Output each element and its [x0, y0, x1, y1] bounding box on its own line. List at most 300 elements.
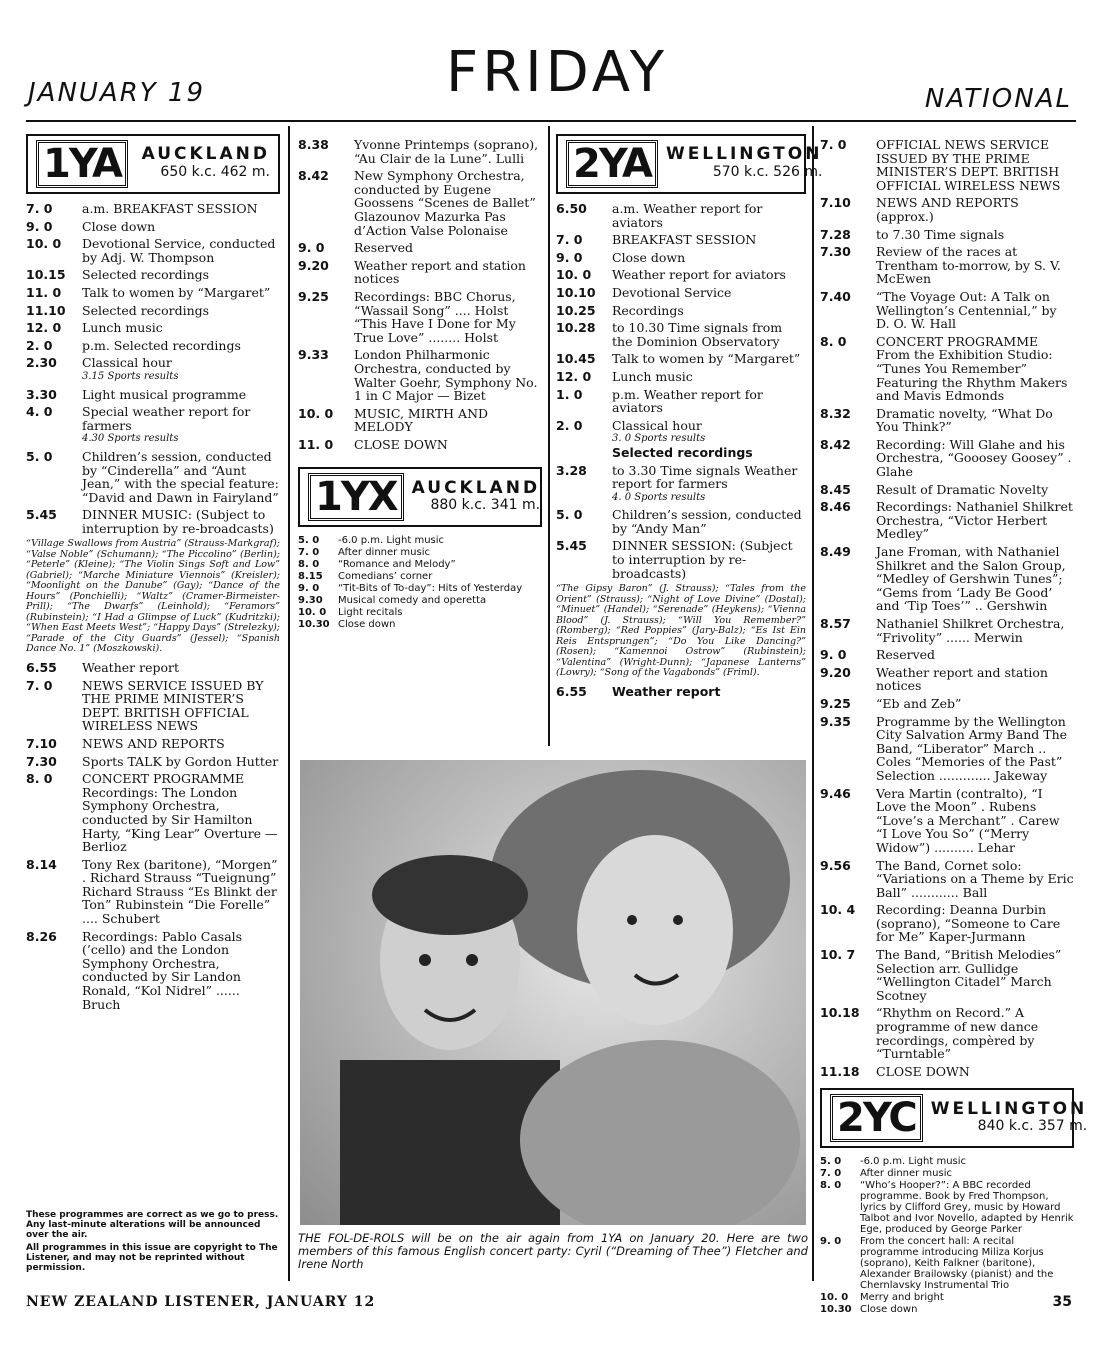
programme-text: a.m. Weather report for aviators	[612, 201, 763, 230]
programme-time: 7.10	[820, 195, 851, 211]
programme-time: 8.15	[298, 571, 323, 583]
programme-title	[876, 648, 1074, 662]
network-label: NATIONAL	[924, 84, 1072, 114]
programme-item	[26, 405, 280, 446]
programme-time: 9.25	[298, 288, 329, 304]
programme-title	[82, 737, 280, 751]
programme-title	[338, 607, 542, 618]
programme-title	[876, 617, 1074, 644]
programme-title	[876, 407, 1074, 434]
programme-title	[354, 241, 542, 255]
programme-title	[876, 948, 1074, 1002]
programme-subnote: 3. 0 Sports results	[612, 433, 706, 445]
programme-title	[82, 304, 280, 318]
programme-title	[876, 500, 1074, 541]
programme-title	[860, 1292, 1074, 1303]
programme-text: Merry and bright	[860, 1292, 944, 1304]
programme-time: 8. 0	[26, 771, 53, 787]
programme-item	[820, 138, 1074, 192]
programme-item	[556, 419, 806, 460]
programme-title	[82, 858, 280, 926]
programme-item	[820, 948, 1074, 1002]
programme-time: 10.30	[820, 1304, 852, 1316]
programme-time: 9.56	[820, 857, 851, 873]
programme-time: 8.42	[820, 436, 851, 452]
programme-title	[82, 679, 280, 733]
programme-title	[876, 715, 1074, 783]
programme-text: “Eb and Zeb”	[876, 695, 962, 711]
programme-text: From the concert hall: A recital programme introducing Miliza Korjus (soprano), Keith Falkner (baritone), Alexander Brailowsky (pianist) and the Chernlavsky Instrumental Trio	[860, 1236, 1054, 1292]
programme-text: -6.0 p.m. Light music	[338, 535, 445, 547]
footnote-correct: These programmes are correct as we go to press. Any last-minute alterations will be announced over the air.	[26, 1210, 279, 1240]
programme-title	[338, 595, 542, 606]
column-divider	[812, 126, 814, 1281]
programme-time: 5. 0	[820, 1156, 842, 1168]
programme-title	[354, 348, 542, 402]
programme-title	[82, 772, 280, 854]
programme-time: 8. 0	[298, 559, 320, 571]
programme-item	[556, 321, 806, 348]
programme-text: Lunch music	[612, 368, 693, 384]
programme-time: 10.45	[556, 351, 596, 367]
programme-title	[860, 1304, 1074, 1315]
programme-title	[876, 1065, 1074, 1079]
programme-time: 3.30	[26, 386, 57, 402]
station-logo-2ya	[556, 134, 823, 194]
programme-time: 5.45	[556, 538, 587, 554]
programme-text: CONCERT PROGRAMME From the Exhibition Studio: “Tunes You Remember” Featuring the Rhythm Makers and Mavis Edmonds	[876, 333, 1068, 404]
programme-title	[338, 583, 542, 594]
programme-item	[820, 483, 1074, 497]
programme-time: 5. 0	[298, 535, 320, 547]
programme-title	[876, 545, 1074, 613]
programme-text: NEWS AND REPORTS (approx.)	[876, 195, 1019, 224]
programme-item	[820, 1065, 1074, 1079]
programme-time: 6.55	[26, 659, 57, 675]
programme-title	[82, 405, 280, 446]
station-frequency: 650 k.c. 462 m.	[160, 164, 270, 180]
programme-subnote: 4.30 Sports results	[82, 433, 179, 445]
programme-title	[876, 290, 1074, 331]
programme-title	[860, 1236, 1074, 1291]
programme-time: 5. 0	[26, 448, 53, 464]
column-1yа	[26, 134, 280, 1015]
programme-title	[612, 233, 806, 247]
programme-title	[82, 388, 280, 402]
programme-title	[876, 1006, 1074, 1060]
programme-item	[26, 930, 280, 1012]
programme-text: Close down	[860, 1304, 918, 1316]
station-call-sign: 2YA	[566, 140, 658, 188]
programme-list	[26, 661, 280, 1011]
programme-item	[26, 220, 280, 234]
programme-time: 9.20	[298, 257, 329, 273]
programme-title	[82, 450, 280, 504]
programme-time: 9. 0	[298, 240, 325, 256]
programme-item	[26, 356, 280, 383]
programme-text: NEWS AND REPORTS	[82, 735, 225, 751]
programme-time: 9. 0	[820, 647, 847, 663]
programme-item	[298, 138, 542, 165]
programme-text: After dinner music	[338, 547, 431, 559]
programme-item	[820, 666, 1074, 693]
programme-text: Reserved	[876, 647, 936, 663]
programme-title	[612, 419, 806, 460]
programme-item	[820, 859, 1074, 900]
programme-text: “Who’s Hooper?”: A BBC recorded programme. Book by Fred Thompson, lyrics by Clifford Grey, music by Howard Talbot and Ivor Novello, adapted by Henrik Ege, produced by George Parker	[860, 1180, 1074, 1236]
footnote	[26, 1210, 280, 1273]
programme-text: Recording: Deanna Durbin (soprano), “Someone to Care for Me” Kaper-Jurmann	[876, 902, 1061, 945]
programme-text: to 10.30 Time signals from the Dominion Observatory	[612, 320, 783, 349]
programme-item	[556, 202, 806, 229]
programme-title	[82, 286, 280, 300]
programme-title	[860, 1156, 1074, 1167]
photo-illustration	[300, 760, 806, 1225]
programme-item	[26, 755, 280, 769]
station-logo-1ya	[26, 134, 280, 194]
programme-time: 10.10	[556, 284, 596, 300]
footer-publication: NEW ZEALAND LISTENER, JANUARY 12	[26, 1294, 376, 1310]
programme-item	[820, 648, 1074, 662]
programme-item	[26, 202, 280, 216]
programme-title	[876, 228, 1074, 242]
programme-time: 11. 0	[298, 436, 334, 452]
programme-text: DINNER MUSIC: (Subject to interruption by re-broadcasts)	[82, 507, 274, 536]
programme-title	[876, 859, 1074, 900]
programme-text: Musical comedy and operetta	[338, 595, 487, 607]
programme-text: Review of the races at Trentham to-morrow, by S. V. McEwen	[876, 244, 1061, 287]
station-city: WELLINGTON	[930, 1098, 1088, 1119]
station-frequency: 880 k.c. 341 m.	[430, 497, 541, 514]
programme-time: 8.42	[298, 168, 329, 184]
programme-title	[338, 619, 542, 630]
programme-time: 8.57	[820, 616, 851, 631]
programme-list-2yc	[820, 1156, 1074, 1315]
programme-item	[820, 335, 1074, 403]
programme-text: Children’s session, conducted by “Cinderella” and “Aunt Jean,” with the special feature: “David and Dawn in Fairyland”	[82, 448, 279, 505]
programme-text: MUSIC, MIRTH AND MELODY	[354, 405, 489, 435]
programme-time: 7.40	[820, 288, 851, 304]
photo-caption: THE FOL-DE-ROLS will be on the air again from 1YA on January 20. Here are two members of this famous English concert party: Cyril (“Dreaming of Thee”) Fletcher and Irene North	[298, 1231, 808, 1271]
station-call-sign: 2YC	[830, 1094, 923, 1142]
programme-item	[820, 1304, 1074, 1315]
programme-time: 9. 0	[556, 249, 583, 265]
programme-text: Reserved	[354, 240, 414, 256]
programme-time: 10.30	[298, 619, 330, 631]
programme-title	[82, 755, 280, 769]
programme-text: New Symphony Orchestra, conducted by Eugene Goossens “Scenes de Ballet” Glazounov Mazurka Pas d’Action Valse Polonaise	[354, 168, 536, 238]
programme-title	[82, 202, 280, 216]
programme-text: Classical hour	[82, 355, 172, 371]
programme-item	[298, 241, 542, 255]
programme-item	[26, 388, 280, 402]
column-1ya-continued	[298, 134, 542, 631]
programme-time: 9. 0	[820, 1236, 842, 1248]
programme-item	[820, 438, 1074, 479]
programme-time: 8. 0	[820, 1180, 842, 1192]
programme-title	[876, 666, 1074, 693]
programme-title	[612, 539, 806, 580]
station-frequency: 840 k.c. 357 m.	[977, 1118, 1088, 1135]
programme-time: 7.30	[26, 753, 57, 769]
programme-time: 8.46	[820, 499, 851, 515]
programme-item	[298, 595, 542, 606]
programme-text: Selected recordings	[82, 302, 210, 318]
programme-item	[820, 196, 1074, 223]
programme-time: 10.18	[820, 1005, 860, 1021]
programme-time: 1. 0	[556, 386, 583, 402]
programme-time: 7.10	[26, 735, 57, 751]
programme-item	[556, 539, 806, 580]
programme-text: CLOSE DOWN	[354, 436, 448, 452]
programme-time: 9.46	[820, 785, 851, 801]
programme-item	[298, 559, 542, 570]
programme-time: 7.30	[820, 244, 851, 260]
programme-item	[298, 348, 542, 402]
programme-title	[876, 787, 1074, 855]
programme-text: Recording: Will Glahe and his Orchestra, “Gooosey Goosey” . Glahe	[876, 436, 1072, 480]
programme-time: 9.30	[298, 595, 323, 607]
programme-time: 4. 0	[26, 404, 53, 420]
programme-text: DINNER SESSION: (Subject to interruption by re-broadcasts)	[612, 538, 793, 581]
programme-time: 9.33	[298, 347, 329, 363]
programme-time: 10. 7	[820, 947, 856, 963]
programme-title	[338, 535, 542, 546]
programme-item	[26, 737, 280, 751]
column-2ya-continued	[820, 134, 1088, 1316]
programme-title	[612, 370, 806, 384]
programme-title	[354, 407, 542, 434]
photo-fol-de-rols	[300, 760, 806, 1225]
station-logo-2yc	[820, 1088, 1088, 1148]
programme-title	[876, 903, 1074, 944]
programme-time: 11. 0	[26, 284, 62, 300]
programme-item	[556, 304, 806, 318]
programme-item	[26, 286, 280, 300]
programme-title	[876, 245, 1074, 286]
programme-item	[26, 679, 280, 733]
programme-text: Weather report	[82, 659, 179, 675]
programme-time: 7. 0	[26, 677, 53, 693]
programme-item	[26, 772, 280, 854]
programme-text: The Band, Cornet solo: “Variations on a Theme by Eric Ball” ............ Ball	[876, 857, 1074, 900]
programme-time: 8.14	[26, 856, 57, 872]
programme-item	[26, 661, 280, 675]
programme-text: Weather report and station notices	[354, 257, 526, 287]
programme-text: “Rhythm on Record.” A programme of new dance recordings, compèred by “Turntable”	[876, 1005, 1039, 1062]
column-divider	[288, 126, 290, 1281]
station-call-sign: 1YX	[308, 473, 404, 521]
programme-text: Recordings: Nathaniel Shilkret Orchestra, “Victor Herbert Medley”	[876, 499, 1073, 542]
programme-item	[820, 1006, 1074, 1060]
programme-title	[612, 304, 806, 318]
station-city: AUCKLAND	[141, 144, 270, 165]
programme-time: 9.35	[820, 713, 851, 729]
programme-item	[556, 233, 806, 247]
page-number: 35	[1052, 1294, 1072, 1310]
programme-text: “The Voyage Out: A Talk on Wellington’s Centennial,” by D. O. W. Hall	[876, 288, 1057, 332]
programme-time: 10. 0	[298, 607, 327, 619]
header-rule	[26, 120, 1076, 122]
programme-title	[860, 1168, 1074, 1179]
programme-text: Light musical programme	[82, 386, 247, 402]
programme-item	[820, 715, 1074, 783]
station-city: AUCKLAND	[411, 477, 541, 498]
programme-subnote: Selected recordings	[612, 444, 753, 460]
programme-item	[820, 697, 1074, 711]
programme-time: 10. 0	[556, 267, 592, 283]
programme-title	[876, 196, 1074, 223]
programme-title	[876, 483, 1074, 497]
programme-time: 7. 0	[820, 1168, 842, 1180]
programme-title	[612, 202, 806, 229]
programme-item	[556, 251, 806, 265]
station-city: WELLINGTON	[665, 144, 823, 165]
page-date: JANUARY 19	[28, 78, 206, 108]
programme-title	[876, 138, 1074, 192]
programme-time: 6.55	[556, 683, 587, 699]
programme-item	[298, 619, 542, 630]
programme-item	[298, 407, 542, 434]
programme-title	[612, 286, 806, 300]
programme-title	[612, 508, 806, 535]
programme-text: Tony Rex (baritone), “Morgen” . Richard Strauss “Tueignung” Richard Strauss “Es Blinkt der Ton” Rubinstein “Die Forelle” .... Schubert	[82, 856, 278, 927]
programme-text: Yvonne Printemps (soprano), “Au Clair de la Lune”. Lulli	[354, 137, 539, 166]
programme-item	[298, 438, 542, 452]
programme-item	[298, 547, 542, 558]
programme-item	[298, 583, 542, 594]
programme-time: 8.45	[820, 481, 851, 497]
programme-text: Result of Dramatic Novelty	[876, 481, 1049, 497]
page-day: FRIDAY	[446, 40, 668, 105]
programme-title	[82, 268, 280, 282]
programme-item	[556, 388, 806, 415]
programme-item	[26, 508, 280, 535]
programme-item	[556, 508, 806, 535]
programme-title	[338, 559, 542, 570]
programme-item	[26, 304, 280, 318]
programme-item	[298, 169, 542, 237]
programme-title	[612, 268, 806, 282]
programme-text: OFFICIAL NEWS SERVICE ISSUED BY THE PRIME MINISTER’S DEPT. BRITISH OFFICIAL WIRELESS NEWS	[876, 137, 1061, 193]
programme-time: 2. 0	[556, 417, 583, 433]
programme-item	[298, 571, 542, 582]
dinner-music-list: “The Gipsy Baron” (J. Strauss); “Tales from the Orient” (Strauss); “Night of Love Divine” (Dostal); “Minuet” (Handel); “Serenade” (Heykens); “Vienna Blood” (J. Strauss); “Will You Remember?” (Romberg); “Red Poppies” (Jary-Balz); “Es Ist Ein Reis Entsprungen”; “Do You Like Dancing?” (Rosen); “Kamennoi Ostrow” (Rubinstein); “Valentina” (Wright-Dunn); “Japanese Lanterns” (Lowry); “Song of the Vagabonds” (Friml).	[556, 583, 806, 679]
programme-title	[354, 169, 542, 237]
programme-time: 6.50	[556, 201, 587, 216]
programme-text: Devotional Service, conducted by Adj. W. Thompson	[82, 236, 276, 265]
programme-text: Comedians’ corner	[338, 571, 433, 583]
programme-text: Nathaniel Shilkret Orchestra, “Frivolity” ...... Merwin	[876, 616, 1065, 645]
programme-text: After dinner music	[860, 1168, 953, 1180]
programme-item	[556, 268, 806, 282]
programme-title	[354, 438, 542, 452]
programme-list	[298, 138, 542, 451]
programme-text: to 7.30 Time signals	[876, 226, 1005, 242]
programme-text: “Romance and Melody”	[338, 559, 456, 571]
programme-time: 5.45	[26, 507, 57, 523]
programme-title: Weather report	[612, 683, 721, 699]
programme-item	[298, 607, 542, 618]
programme-time: 8.26	[26, 928, 57, 944]
programme-text: CLOSE DOWN	[876, 1063, 970, 1079]
programme-item	[26, 237, 280, 264]
programme-text: Devotional Service	[612, 284, 732, 300]
programme-item	[820, 500, 1074, 541]
programme-title	[338, 547, 542, 558]
programme-text: Selected recordings	[82, 267, 210, 283]
programme-item	[820, 545, 1074, 613]
programme-time: 7. 0	[820, 137, 847, 152]
programme-time: 12. 0	[26, 320, 62, 336]
programme-time: 7. 0	[26, 201, 53, 216]
programme-text: London Philharmonic Orchestra, conducted by Walter Goehr, Symphony No. 1 in C Major — Bizet	[354, 347, 538, 404]
programme-title	[82, 321, 280, 335]
programme-text: Talk to women by “Margaret”	[612, 351, 801, 367]
programme-item	[26, 450, 280, 504]
programme-time: 7. 0	[298, 547, 320, 559]
programme-time: 10.25	[556, 302, 596, 318]
programme-item	[556, 370, 806, 384]
programme-item	[556, 352, 806, 366]
station-frequency: 570 k.c. 526 m.	[712, 164, 823, 180]
programme-title	[612, 251, 806, 265]
programme-item	[820, 1236, 1074, 1291]
programme-text: NEWS SERVICE ISSUED BY THE PRIME MINISTER’S DEPT. BRITISH OFFICIAL WIRELESS NEWS	[82, 677, 264, 734]
programme-time: 9. 0	[298, 583, 320, 595]
programme-time: 8.32	[820, 405, 851, 421]
programme-text: BREAKFAST SESSION	[612, 232, 757, 248]
programme-item	[820, 1292, 1074, 1303]
programme-text: Classical hour	[612, 417, 702, 433]
programme-time: 10. 0	[298, 405, 334, 421]
programme-item	[820, 407, 1074, 434]
programme-time: 10. 4	[820, 902, 856, 918]
programme-title	[354, 290, 542, 344]
programme-time: 9. 0	[26, 218, 53, 234]
programme-title	[876, 438, 1074, 479]
programme-time: 2. 0	[26, 337, 53, 353]
programme-text: to 3.30 Time signals Weather report for farmers	[612, 462, 798, 492]
programme-text: Light recitals	[338, 607, 403, 619]
programme-text: Weather report for aviators	[612, 267, 786, 283]
column-2ya	[556, 134, 823, 702]
programme-item	[556, 464, 806, 505]
programme-title	[876, 335, 1074, 403]
programme-item	[820, 290, 1074, 331]
programme-item	[820, 1168, 1074, 1179]
programme-title	[612, 464, 806, 505]
programme-list	[820, 138, 1074, 1078]
programme-time: 10. 0	[820, 1292, 849, 1304]
programme-text: Close down	[612, 249, 686, 265]
programme-item	[26, 858, 280, 926]
programme-text: Dramatic novelty, “What Do You Think?”	[876, 405, 1053, 435]
programme-title	[612, 321, 806, 348]
programme-list-1yx	[298, 535, 542, 630]
programme-item	[298, 535, 542, 546]
programme-text: Close down	[338, 619, 396, 631]
programme-time: 11.18	[820, 1063, 860, 1079]
programme-time: 10. 0	[26, 236, 62, 252]
programme-item	[820, 228, 1074, 242]
programme-item	[820, 245, 1074, 286]
programme-text: Special weather report for farmers	[82, 404, 251, 433]
station-call-sign: 1YA	[36, 140, 128, 188]
programme-time: 7.28	[820, 226, 851, 242]
programme-item	[26, 321, 280, 335]
programme-time: 8.38	[298, 137, 329, 152]
